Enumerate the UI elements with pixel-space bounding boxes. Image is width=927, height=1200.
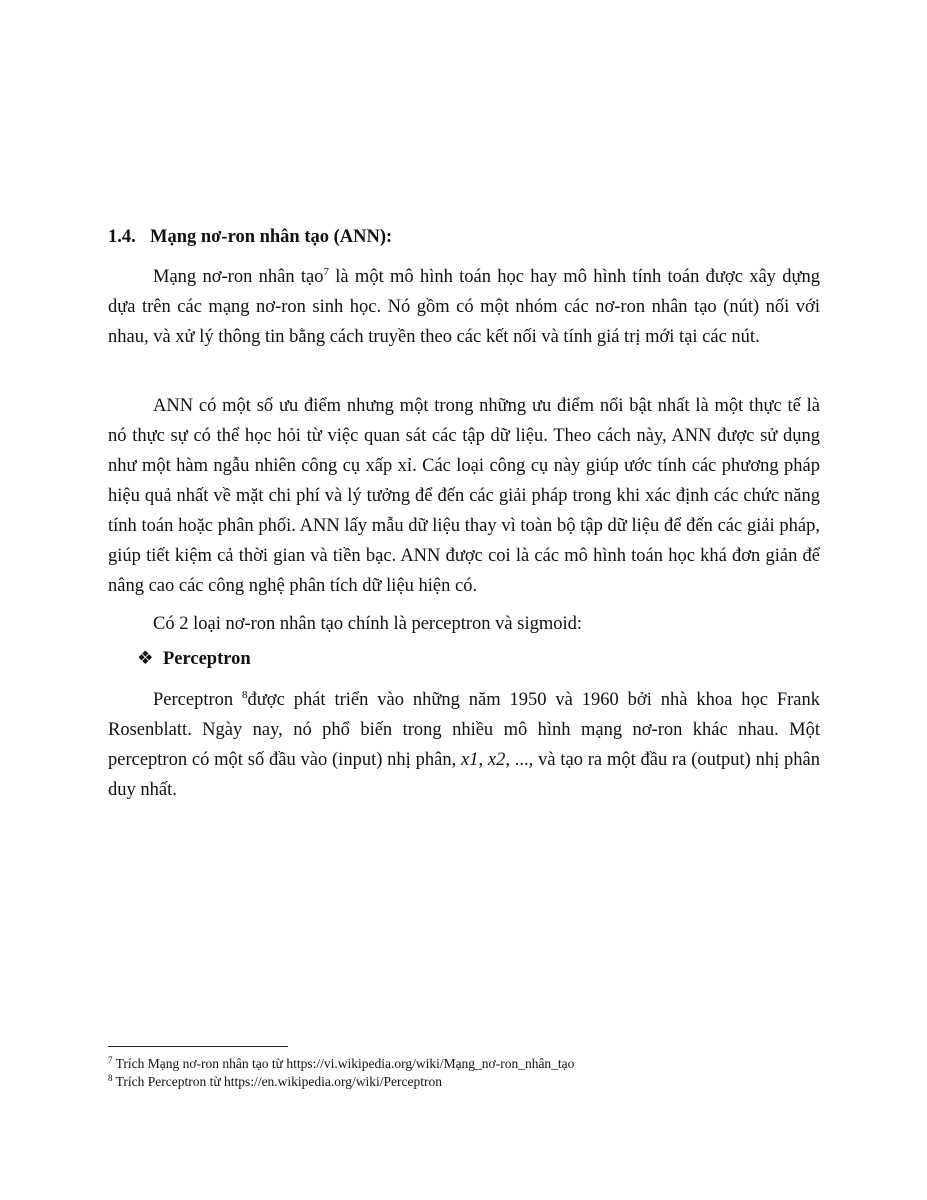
math-variable-x2: x2 bbox=[487, 750, 506, 770]
paragraph-text: là một mô hình toán học hay mô hình tính toán được xây dựng dựa trên các mạng nơ-ron sinh học. Nó gồm có một nhóm các nơ-ron nhân tạo (nút) nối với nhau, và xử lý thông tin bằng cách truyền theo các kết nối và tính giá trị mới tại các nút. bbox=[108, 267, 821, 347]
footnote-reference-8[interactable]: 8 bbox=[242, 689, 248, 701]
footnote-divider bbox=[108, 1046, 288, 1047]
diamond-bullet-icon: ❖ bbox=[137, 649, 154, 669]
footnote-mark: 8 bbox=[108, 1073, 113, 1083]
paragraph-text: Mạng nơ-ron nhân tạo bbox=[153, 267, 324, 287]
footnote-text: Trích Mạng nơ-ron nhân tạo từ https://vi.wikipedia.org/wiki/Mạng_nơ-ron_nhân_tạo bbox=[112, 1056, 575, 1071]
section-number: 1.4. bbox=[108, 227, 136, 247]
math-variable-x1: x1 bbox=[461, 750, 479, 770]
paragraph-ann-advantages: ANN có một số ưu điểm nhưng một trong những ưu điểm nổi bật nhất là một thực tế là nó thực sự có thể học hỏi từ việc quan sát các tập dữ liệu. Theo cách này, ANN được sử dụng như một hàm ngẫu nhiên công cụ xấp xỉ. Các loại công cụ này giúp ước tính các phương pháp hiệu quả nhất về mặt chi phí và lý tưởng để đến các giải pháp trong khi xác định các chức năng tính toán hoặc phân phối. ANN lấy mẫu dữ liệu thay vì toàn bộ tập dữ liệu để đến các giải pháp, giúp tiết kiệm cả thời gian và tiền bạc. ANN được coi là các mô hình toán học khá đơn giản để nâng cao các công nghệ phân tích dữ liệu hiện có. bbox=[108, 396, 820, 596]
paragraph-neuron-types: Có 2 loại nơ-ron nhân tạo chính là perceptron và sigmoid: bbox=[153, 614, 583, 634]
paragraph-text: , ..., và tạo ra một đầu ra (output) nhị phân duy nhất. bbox=[108, 750, 821, 800]
paragraph-ann-definition bbox=[108, 262, 820, 352]
bullet-heading-perceptron bbox=[137, 648, 251, 670]
paragraph-text: Perceptron bbox=[153, 690, 243, 710]
footnote-8 bbox=[108, 1074, 442, 1090]
footnote-mark: 7 bbox=[108, 1055, 113, 1065]
footnote-7 bbox=[108, 1056, 574, 1072]
bullet-title: Perceptron bbox=[163, 649, 251, 669]
paragraph-text: được phát triển vào những năm 1950 và 1960 bởi nhà khoa học Frank Rosenblatt. Ngày nay, nó phổ biến trong nhiều mô hình mạng nơ-ron khác nhau. Một perceptron có một số đầu vào (input) nhị phân, bbox=[108, 690, 820, 770]
section-title: Mạng nơ-ron nhân tạo (ANN): bbox=[150, 227, 393, 247]
section-heading bbox=[108, 227, 392, 248]
paragraph-perceptron bbox=[108, 685, 820, 805]
footnote-text: Trích Perceptron từ https://en.wikipedia.org/wiki/Perceptron bbox=[112, 1074, 443, 1089]
footnote-reference-7[interactable]: 7 bbox=[323, 266, 329, 278]
separator-text: , bbox=[478, 750, 488, 770]
